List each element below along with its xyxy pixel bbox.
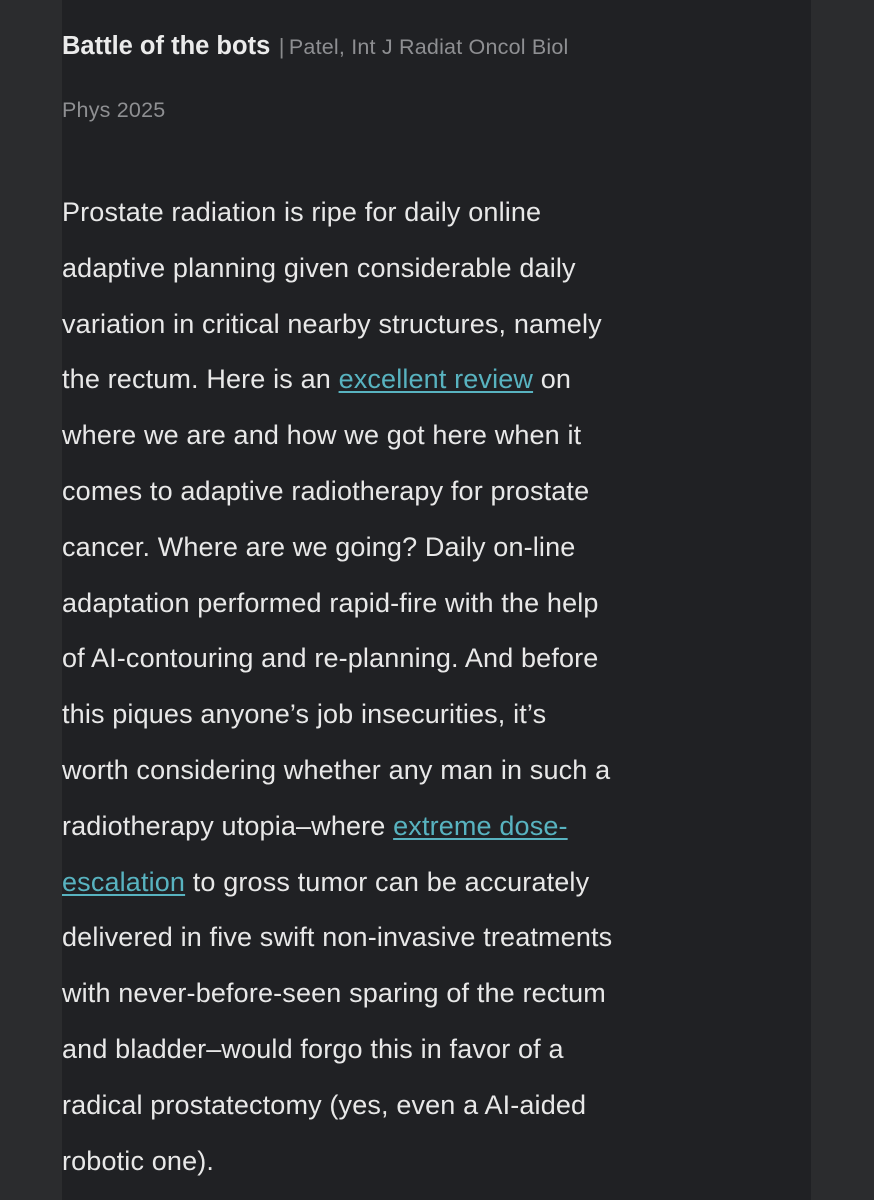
link-text-part-1[interactable]: extreme dose-: [393, 810, 568, 841]
body-line-text: radiotherapy utopia–where: [62, 810, 394, 841]
body-line: where we are and how we got here when it: [62, 420, 582, 451]
body-line: robotic one).: [62, 1145, 215, 1176]
body-line: this piques anyone’s job insecurities, it’s: [62, 699, 547, 730]
excellent-review-link[interactable]: excellent review: [338, 364, 534, 395]
body-line-text: on: [533, 364, 572, 395]
citation-line-1: Patel, Int J Radiat Oncol Biol: [288, 35, 569, 59]
article-body: [62, 185, 702, 1189]
body-line: cancer. Where are we going? Daily on-line: [62, 531, 576, 562]
body-line: Prostate radiation is ripe for daily online: [62, 197, 542, 227]
body-line: with never-before-seen sparing of the rectum: [62, 978, 606, 1009]
body-line: of AI-contouring and re-planning. And before: [62, 643, 599, 674]
body-line: adaptive planning given considerable daily: [62, 252, 576, 283]
body-line: variation in critical nearby structures, namely: [62, 308, 602, 339]
link-text-part-2[interactable]: escalation: [62, 866, 186, 897]
article-title: Battle of the bots: [62, 32, 271, 60]
body-line: radical prostatectomy (yes, even a AI-aided: [62, 1089, 587, 1120]
article-header: [62, 16, 702, 143]
citation-line-2: Phys 2025: [62, 98, 166, 122]
body-line: and bladder–would forgo this in favor of a: [62, 1033, 564, 1064]
body-line: adaptation performed rapid-fire with the help: [62, 587, 599, 618]
body-line-text: to gross tumor can be accurately: [185, 866, 590, 897]
body-line: delivered in five swift non-invasive treatments: [62, 922, 613, 953]
title-separator: |: [278, 34, 285, 59]
body-line-text: the rectum. Here is an: [62, 364, 339, 395]
body-line: worth considering whether any man in such a: [62, 754, 611, 785]
body-line: comes to adaptive radiotherapy for prostate: [62, 475, 590, 506]
